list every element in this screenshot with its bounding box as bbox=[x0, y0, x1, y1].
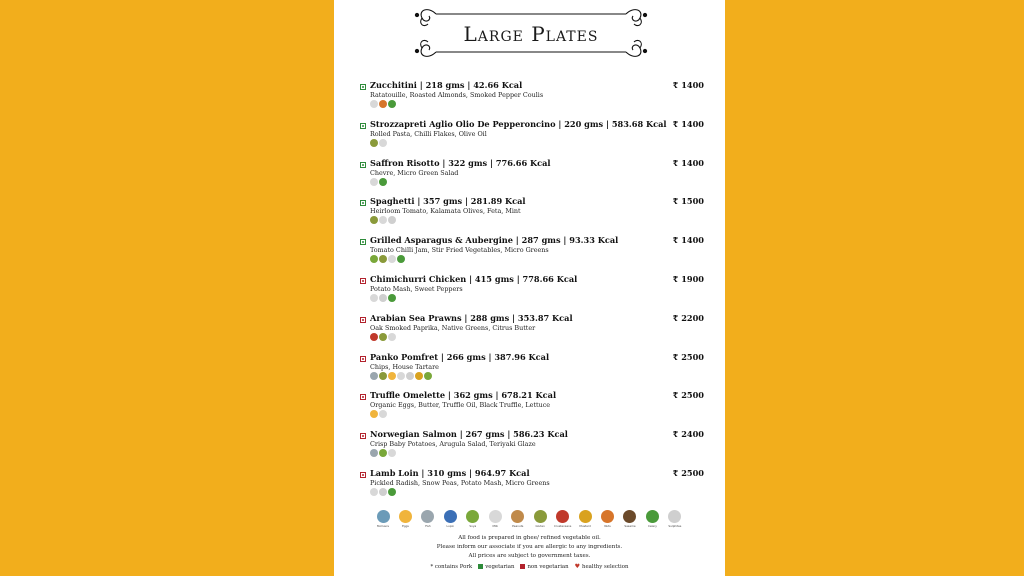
item-allergen-icons bbox=[370, 449, 396, 458]
nonveg-mark-icon bbox=[360, 317, 366, 323]
gluten-icon bbox=[370, 216, 378, 224]
nonveg-mark-icon bbox=[360, 356, 366, 362]
eggs-icon bbox=[388, 372, 396, 380]
soya-icon bbox=[370, 255, 378, 263]
diet-key bbox=[334, 563, 725, 570]
nonveg-mark-icon bbox=[360, 472, 366, 478]
gluten-icon bbox=[534, 510, 547, 523]
legend-item bbox=[509, 510, 527, 528]
gluten-icon bbox=[370, 139, 378, 147]
eggs-icon bbox=[370, 410, 378, 418]
menu-items-list bbox=[360, 80, 704, 507]
item-name: Grilled Asparagus & Aubergine | 287 gms | 93.33 Kcal bbox=[370, 235, 619, 246]
key-nonveg bbox=[520, 564, 568, 570]
legend-label: Soya bbox=[469, 524, 477, 528]
item-description: Tomato Chilli Jam, Stir Fried Vegetables, Micro Greens bbox=[370, 246, 549, 255]
legend-label: Nuts bbox=[604, 524, 611, 528]
legend-item bbox=[464, 510, 482, 528]
item-allergen-icons bbox=[370, 410, 387, 419]
item-allergen-icons bbox=[370, 488, 396, 497]
nonveg-mark-icon bbox=[360, 394, 366, 400]
celery-icon bbox=[388, 488, 396, 496]
sulphites-icon bbox=[668, 510, 681, 523]
item-description: Organic Eggs, Butter, Truffle Oil, Black Truffle, Lettuce bbox=[370, 401, 551, 410]
veg-mark-icon bbox=[360, 239, 366, 245]
key-pork-label: * contains Pork bbox=[430, 563, 473, 570]
item-price: ₹ 1400 bbox=[672, 235, 704, 246]
item-name: Saffron Risotto | 322 gms | 776.66 Kcal bbox=[370, 157, 551, 168]
item-name: Norwegian Salmon | 267 gms | 586.23 Kcal bbox=[370, 429, 568, 440]
peanuts-icon bbox=[511, 510, 524, 523]
item-description: Pickled Radish, Snow Peas, Potato Mash, Micro Greens bbox=[370, 478, 550, 487]
crustaceans-icon bbox=[370, 333, 378, 341]
footer-note-allergy: Please inform our associate if you are allergic to any ingredients. bbox=[436, 544, 623, 550]
item-description: Crisp Baby Potatoes, Arugula Salad, Teriyaki Glaze bbox=[370, 440, 536, 449]
legend-label: Eggs bbox=[402, 524, 409, 528]
legend-label: Molluscs bbox=[377, 524, 389, 528]
milk-icon bbox=[397, 372, 405, 380]
item-name: Zucchitini | 218 gms | 42.66 Kcal bbox=[370, 80, 523, 90]
celery-icon bbox=[388, 294, 396, 302]
nuts-icon bbox=[379, 100, 387, 108]
crustaceans-icon bbox=[556, 510, 569, 523]
item-description: Rolled Pasta, Chilli Flakes, Olive Oil bbox=[370, 129, 487, 138]
legend-item bbox=[531, 510, 549, 528]
legend-label: Sesame bbox=[624, 524, 636, 528]
legend-label: Mustard bbox=[579, 524, 591, 528]
fish-icon bbox=[370, 372, 378, 380]
item-name: Lamb Loin | 310 gms | 964.97 Kcal bbox=[370, 467, 530, 478]
sesame-icon bbox=[623, 510, 636, 523]
veg-mark-icon bbox=[360, 84, 366, 90]
veg-mark-icon bbox=[360, 123, 366, 129]
item-allergen-icons bbox=[370, 100, 396, 109]
item-price: ₹ 2200 bbox=[672, 312, 704, 323]
molluscs-icon bbox=[377, 510, 390, 523]
gluten-icon bbox=[379, 333, 387, 341]
menu-item bbox=[360, 429, 704, 468]
mustard-icon bbox=[415, 372, 423, 380]
item-price: ₹ 1400 bbox=[672, 80, 704, 90]
legend-item bbox=[441, 510, 459, 528]
item-price: ₹ 2500 bbox=[672, 390, 704, 401]
nonveg-square-icon bbox=[520, 564, 525, 569]
milk-icon bbox=[370, 100, 378, 108]
lupin-icon bbox=[444, 510, 457, 523]
key-pork bbox=[431, 564, 473, 570]
fish-icon bbox=[370, 449, 378, 457]
soya-icon bbox=[379, 449, 387, 457]
menu-item bbox=[360, 312, 704, 352]
key-healthy-label: healthy selection bbox=[582, 563, 629, 570]
milk-icon bbox=[379, 410, 387, 418]
legend-label: Milk bbox=[492, 524, 499, 528]
legend-item bbox=[599, 510, 617, 528]
title-ornament bbox=[414, 6, 648, 68]
menu-page bbox=[334, 0, 725, 576]
item-allergen-icons bbox=[370, 294, 396, 303]
item-price: ₹ 1500 bbox=[672, 196, 704, 207]
milk-icon bbox=[388, 449, 396, 457]
item-description: Oak Smoked Paprika, Native Greens, Citrus Butter bbox=[370, 323, 536, 332]
veg-mark-icon bbox=[360, 162, 366, 168]
item-price: ₹ 1900 bbox=[672, 273, 704, 284]
soya-icon bbox=[424, 372, 432, 380]
legend-label: Celery bbox=[647, 524, 657, 528]
item-name: Spaghetti | 357 gms | 281.89 Kcal bbox=[370, 196, 526, 207]
celery-icon bbox=[388, 100, 396, 108]
item-name: Panko Pomfret | 266 gms | 387.96 Kcal bbox=[370, 351, 550, 362]
milk-icon bbox=[388, 255, 396, 263]
legend-item bbox=[643, 510, 661, 528]
milk-icon bbox=[489, 510, 502, 523]
item-name: Truffle Omelette | 362 gms | 678.21 Kcal bbox=[370, 390, 557, 401]
legend-item bbox=[554, 510, 572, 528]
legend-label: Sulphites bbox=[668, 524, 682, 528]
item-allergen-icons bbox=[370, 139, 387, 148]
menu-item bbox=[360, 80, 704, 119]
item-price: ₹ 1400 bbox=[672, 118, 704, 129]
menu-item bbox=[360, 157, 704, 197]
footer-note-oil: All food is prepared in ghee/ refined vegetable oil. bbox=[458, 535, 601, 541]
item-price: ₹ 2400 bbox=[672, 429, 704, 440]
legend-label: Crustaceans bbox=[553, 524, 572, 528]
mustard-icon bbox=[579, 510, 592, 523]
milk-icon bbox=[379, 216, 387, 224]
celery-icon bbox=[646, 510, 659, 523]
key-veg-label: vegetarian bbox=[485, 563, 515, 570]
legend-item bbox=[419, 510, 437, 528]
item-description: Potato Mash, Sweet Peppers bbox=[370, 284, 463, 293]
eggs-icon bbox=[399, 510, 412, 523]
milk-icon bbox=[388, 333, 396, 341]
item-allergen-icons bbox=[370, 178, 387, 187]
menu-item bbox=[360, 351, 704, 391]
legend-label: Gluten bbox=[535, 524, 545, 528]
menu-item bbox=[360, 390, 704, 429]
nonveg-mark-icon bbox=[360, 278, 366, 284]
gluten-icon bbox=[379, 372, 387, 380]
legend-item bbox=[576, 510, 594, 528]
item-price: ₹ 1400 bbox=[672, 157, 704, 168]
item-description: Chevre, Micro Green Salad bbox=[370, 168, 459, 177]
soya-icon bbox=[466, 510, 479, 523]
page-title: Large Plates bbox=[463, 22, 599, 46]
milk-icon bbox=[370, 178, 378, 186]
legend-label: Peanuts bbox=[512, 524, 524, 528]
fish-icon bbox=[421, 510, 434, 523]
legend-item bbox=[396, 510, 414, 528]
sulphites-icon bbox=[388, 216, 396, 224]
item-description: Ratatouille, Roasted Almonds, Smoked Pepper Coulis bbox=[370, 91, 544, 99]
menu-item bbox=[360, 467, 704, 507]
menu-item bbox=[360, 118, 704, 158]
item-description: Chips, House Tartare bbox=[370, 362, 439, 371]
menu-item bbox=[360, 273, 704, 313]
key-nonveg-label: non vegetarian bbox=[527, 563, 569, 570]
legend-item bbox=[621, 510, 639, 528]
milk-icon bbox=[379, 139, 387, 147]
celery-icon bbox=[379, 178, 387, 186]
veg-square-icon bbox=[478, 564, 483, 569]
heart-icon: ♥ bbox=[574, 563, 580, 570]
item-name: Chimichurri Chicken | 415 gms | 778.66 Kcal bbox=[370, 273, 578, 284]
item-description: Heirloom Tomato, Kalamata Olives, Feta, Mint bbox=[370, 207, 521, 216]
milk-icon bbox=[370, 488, 378, 496]
footer-note-taxes: All prices are subject to government taxes. bbox=[468, 553, 591, 559]
menu-item bbox=[360, 196, 704, 235]
item-allergen-icons bbox=[370, 216, 396, 225]
key-veg bbox=[478, 564, 514, 570]
item-price: ₹ 2500 bbox=[672, 351, 704, 362]
sulphites-icon bbox=[379, 488, 387, 496]
nonveg-mark-icon bbox=[360, 433, 366, 439]
allergen-legend bbox=[374, 510, 684, 528]
item-allergen-icons bbox=[370, 372, 432, 381]
legend-label: Fish bbox=[425, 524, 431, 528]
legend-label: Lupin bbox=[446, 524, 455, 528]
sulphites-icon bbox=[379, 294, 387, 302]
celery-icon bbox=[397, 255, 405, 263]
sulphites-icon bbox=[406, 372, 414, 380]
legend-item bbox=[486, 510, 504, 528]
item-name: Arabian Sea Prawns | 288 gms | 353.87 Kcal bbox=[370, 312, 573, 323]
key-healthy bbox=[575, 563, 629, 570]
item-name: Strozzapreti Aglio Olio De Pepperoncino | 220 gms | 583.68 Kcal bbox=[370, 118, 667, 129]
item-allergen-icons bbox=[370, 333, 396, 342]
item-price: ₹ 2500 bbox=[672, 467, 704, 478]
milk-icon bbox=[370, 294, 378, 302]
nuts-icon bbox=[601, 510, 614, 523]
legend-item bbox=[666, 510, 684, 528]
item-allergen-icons bbox=[370, 255, 405, 264]
veg-mark-icon bbox=[360, 200, 366, 206]
menu-item bbox=[360, 235, 704, 274]
legend-item bbox=[374, 510, 392, 528]
gluten-icon bbox=[379, 255, 387, 263]
